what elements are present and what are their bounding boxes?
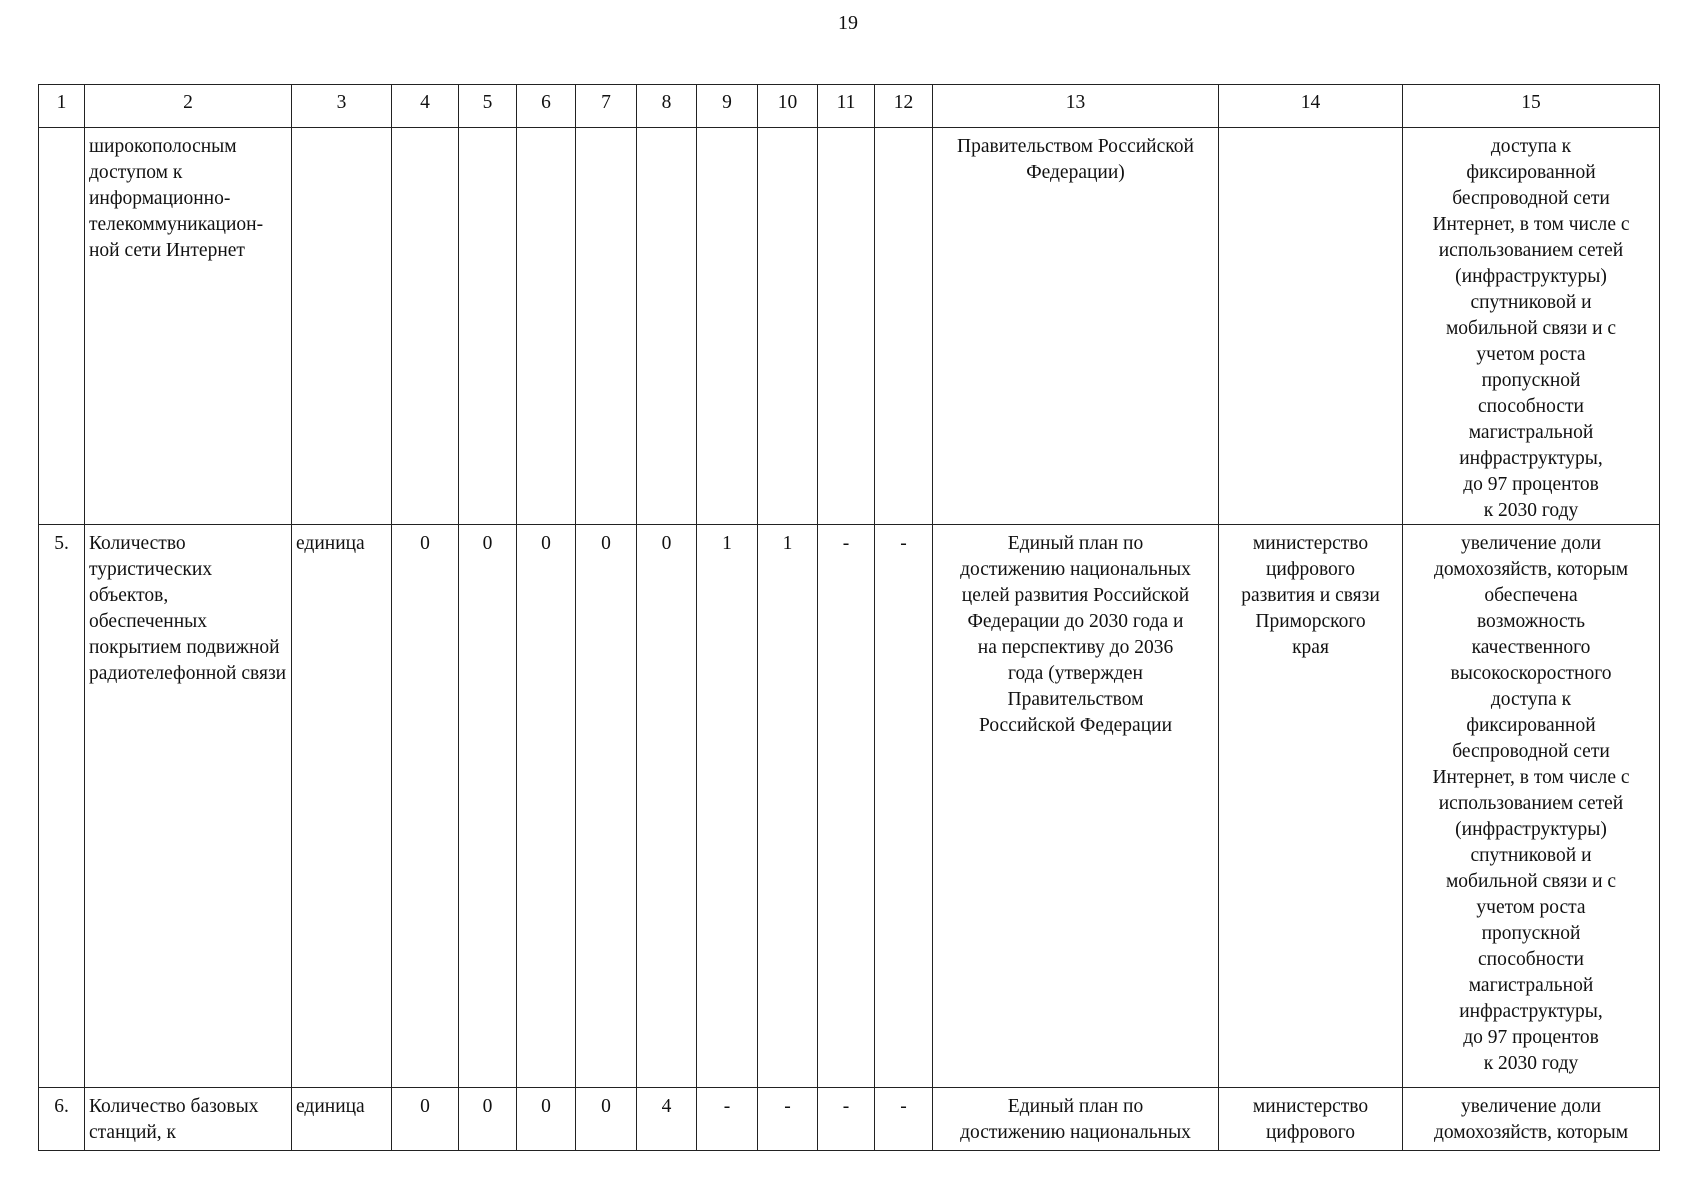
value-cell: [517, 128, 576, 525]
table-row: [39, 525, 1660, 1088]
value-cell: 4: [637, 1088, 697, 1151]
value-cell: [637, 128, 697, 525]
value-cell: 0: [576, 525, 637, 1088]
value-cell: [758, 128, 818, 525]
header-cell: 2: [85, 85, 292, 128]
header-cell: 3: [292, 85, 392, 128]
unit-cell: [292, 128, 392, 525]
value-cell: 0: [459, 1088, 517, 1151]
responsible-cell: [1219, 128, 1403, 525]
value-cell: [392, 128, 459, 525]
value-cell: 1: [758, 525, 818, 1088]
header-cell: 10: [758, 85, 818, 128]
value-cell: -: [758, 1088, 818, 1151]
indicator-name: широкополосным доступом к информационно-телекоммуникационной сети Интернет: [85, 128, 292, 525]
header-cell: 8: [637, 85, 697, 128]
value-cell: -: [875, 1088, 933, 1151]
value-cell: 0: [576, 1088, 637, 1151]
responsible-cell: министерство цифрового развития и связи Приморского края: [1219, 525, 1403, 1088]
header-cell: 6: [517, 85, 576, 128]
value-cell: 1: [697, 525, 758, 1088]
indicators-table: [38, 84, 1660, 1151]
header-cell: 1: [39, 85, 85, 128]
header-cell: 4: [392, 85, 459, 128]
result-cell: доступа к фиксированной беспроводной сети Интернет, в том числе с использованием сетей (инфраструктуры) спутниковой и мобильной связи и с учетом роста пропускной способности магистральной инфраструктуры, до 97 процентов к 2030 году: [1403, 128, 1660, 525]
responsible-cell: министерство цифрового: [1219, 1088, 1403, 1151]
value-cell: -: [818, 1088, 875, 1151]
value-cell: -: [875, 525, 933, 1088]
unit-cell: единица: [292, 1088, 392, 1151]
result-cell: увеличение доли домохозяйств, которым обеспечена возможность качественного высокоскоростного доступа к фиксированной беспроводной сети Интернет, в том числе с использованием сетей (инфраструктуры) спутниковой и мобильной связи и с учетом роста пропускной способности магистральной инфраструктуры, до 97 процентов к 2030 году: [1403, 525, 1660, 1088]
value-cell: [697, 128, 758, 525]
indicator-name: Количество туристических объектов, обеспеченных покрытием подвижной радиотелефонной связи: [85, 525, 292, 1088]
indicator-name: Количество базовых станций, к: [85, 1088, 292, 1151]
table-header-row: [39, 85, 1660, 128]
header-cell: 15: [1403, 85, 1660, 128]
header-cell: 11: [818, 85, 875, 128]
header-cell: 13: [933, 85, 1219, 128]
unit-cell: единица: [292, 525, 392, 1088]
row-number: 6.: [39, 1088, 85, 1151]
table-row: [39, 128, 1660, 525]
value-cell: 0: [517, 525, 576, 1088]
row-number: [39, 128, 85, 525]
header-cell: 9: [697, 85, 758, 128]
value-cell: 0: [517, 1088, 576, 1151]
row-number: 5.: [39, 525, 85, 1088]
header-cell: 5: [459, 85, 517, 128]
header-cell: 7: [576, 85, 637, 128]
value-cell: [459, 128, 517, 525]
result-cell: увеличение доли домохозяйств, которым: [1403, 1088, 1660, 1151]
value-cell: 0: [459, 525, 517, 1088]
document-cell: Единый план по достижению национальных целей развития Российской Федерации до 2030 года и на перспективу до 2036 года (утвержден Правительством Российской Федерации: [933, 525, 1219, 1088]
value-cell: 0: [392, 1088, 459, 1151]
value-cell: -: [697, 1088, 758, 1151]
page-number: 19: [838, 12, 858, 34]
header-cell: 12: [875, 85, 933, 128]
value-cell: 0: [392, 525, 459, 1088]
document-cell: Правительством Российской Федерации): [933, 128, 1219, 525]
value-cell: [576, 128, 637, 525]
value-cell: -: [818, 525, 875, 1088]
value-cell: [875, 128, 933, 525]
header-cell: 14: [1219, 85, 1403, 128]
value-cell: 0: [637, 525, 697, 1088]
value-cell: [818, 128, 875, 525]
table-row: [39, 1088, 1660, 1151]
document-cell: Единый план по достижению национальных: [933, 1088, 1219, 1151]
